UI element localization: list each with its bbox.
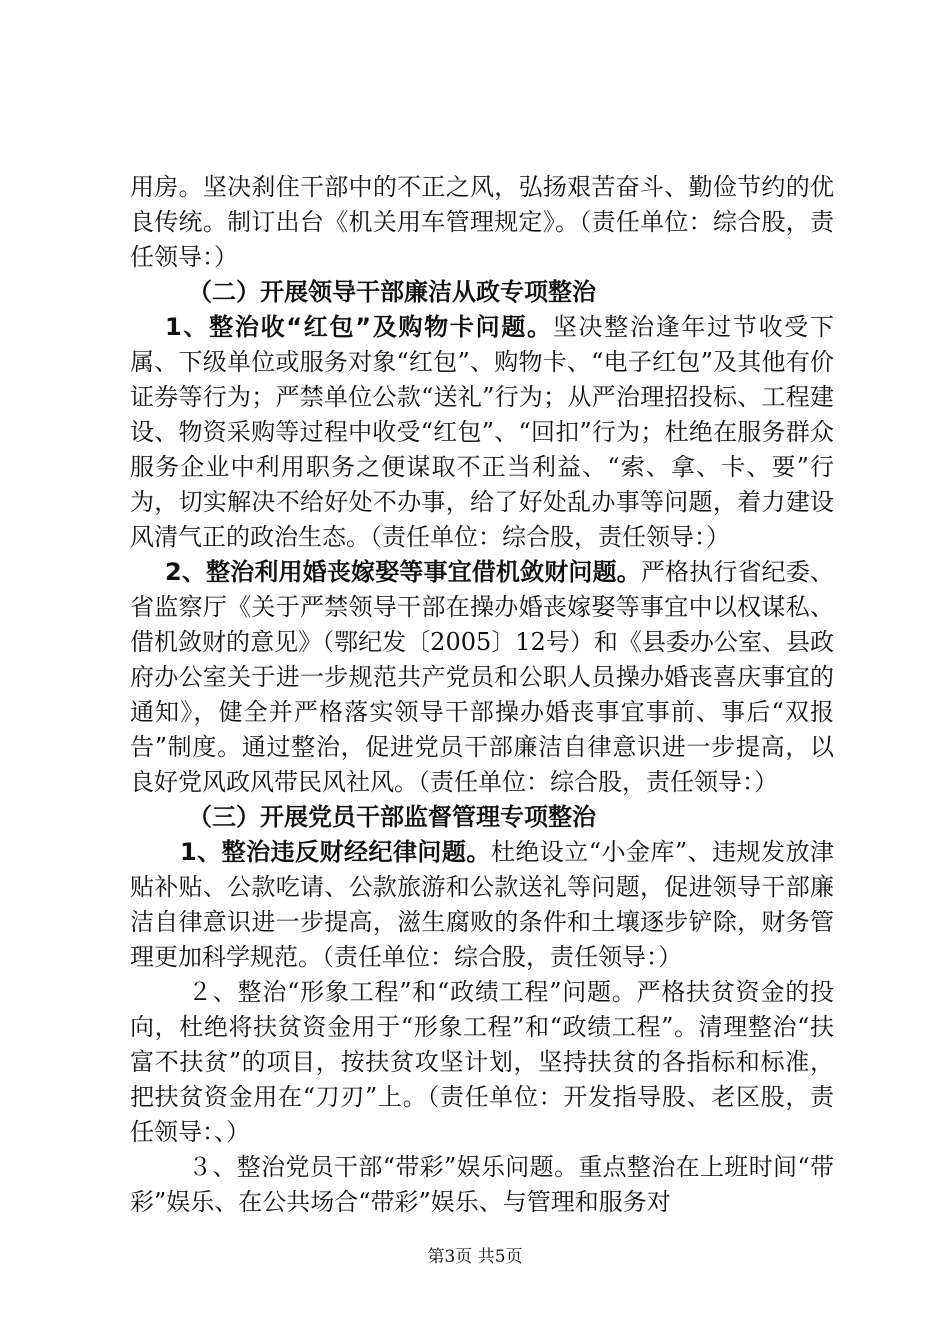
paragraph-item-3-2: ２、整治“形象工程”和“政绩工程”问题。严格扶贫资金的投向，杜绝将扶贫资金用于“形象工程”和“政绩工程”。清理整治“扶富不扶贫”的项目，按扶贫攻坚计划，坚持扶贫的各指标和标准，把扶贫资金用在“刀刃”上。（责任单位：开发指导股、老区股，责任领导：、） (130, 978, 834, 1146)
page-number-footer: 第3页 共5页 (427, 1247, 523, 1267)
paragraph-item-2-2 (130, 555, 834, 800)
section-heading-3: （三）开展党员干部监督管理专项整治 (188, 803, 596, 831)
item-lead: 1、整治收“红包”及购物卡问题。 (165, 313, 553, 341)
section-heading-2: （二）开展领导干部廉洁从政专项整治 (188, 278, 596, 306)
item-lead: 2、整治利用婚丧嫁娶等事宜借机敛财问题。 (165, 558, 641, 586)
item-body: 严格执行省纪委、省监察厅《关于严禁领导干部在操办婚丧嫁娶等事宜中以权谋私、借机敛财的意见》（鄂纪发〔2005〕12号）和《县委办公室、县政府办公室关于进一步规范共产党员和公职人员操办婚丧喜庆事宜的通知》，健全并严格落实领导干部操办婚丧事宜事前、事后“双报告”制度。通过整治，促进党员干部廉洁自律意识进一步提高，以良好党风政风带民风社风。（责任单位：综合股，责任领导：） (130, 558, 835, 796)
item-body: 坚决整治逢年过节收受下属、下级单位或服务对象“红包”、购物卡、“电子红包”及其他有价证券等行为；严禁单位公款“送礼”行为；从严治理招投标、工程建设、物资采购等过程中收受“红包”、“回扣”行为；杜绝在服务群众服务企业中利用职务之便谋取不正当利益、“索、拿、卡、要”行为，切实解决不给好处不办事，给了好处乱办事等问题，着力建设风清气正的政治生态。（责任单位：综合股，责任领导：） (130, 313, 835, 551)
item-body: 杜绝设立“小金库”、违规发放津贴补贴、公款吃请、公款旅游和公款送礼等问题，促进领导干部廉洁自律意识进一步提高，滋生腐败的条件和土壤逐步铲除，财务管理更加科学规范。（责任单位：综合股，责任领导：） (130, 838, 834, 971)
item-lead: 1、整治违反财经纪律问题。 (180, 838, 491, 866)
paragraph-intro: 用房。坚决刹住干部中的不正之风，弘扬艰苦奋斗、勤俭节约的优良传统。制订出台《机关用车管理规定》。（责任单位：综合股，责任领导：） (130, 173, 834, 271)
paragraph-item-3-3: ３、整治党员干部“带彩”娱乐问题。重点整治在上班时间“带彩”娱乐、在公共场合“带彩”娱乐、与管理和服务对 (130, 1153, 834, 1216)
paragraph-item-2-1 (130, 310, 834, 555)
paragraph-item-3-1 (130, 835, 834, 975)
document-body (130, 170, 834, 1220)
